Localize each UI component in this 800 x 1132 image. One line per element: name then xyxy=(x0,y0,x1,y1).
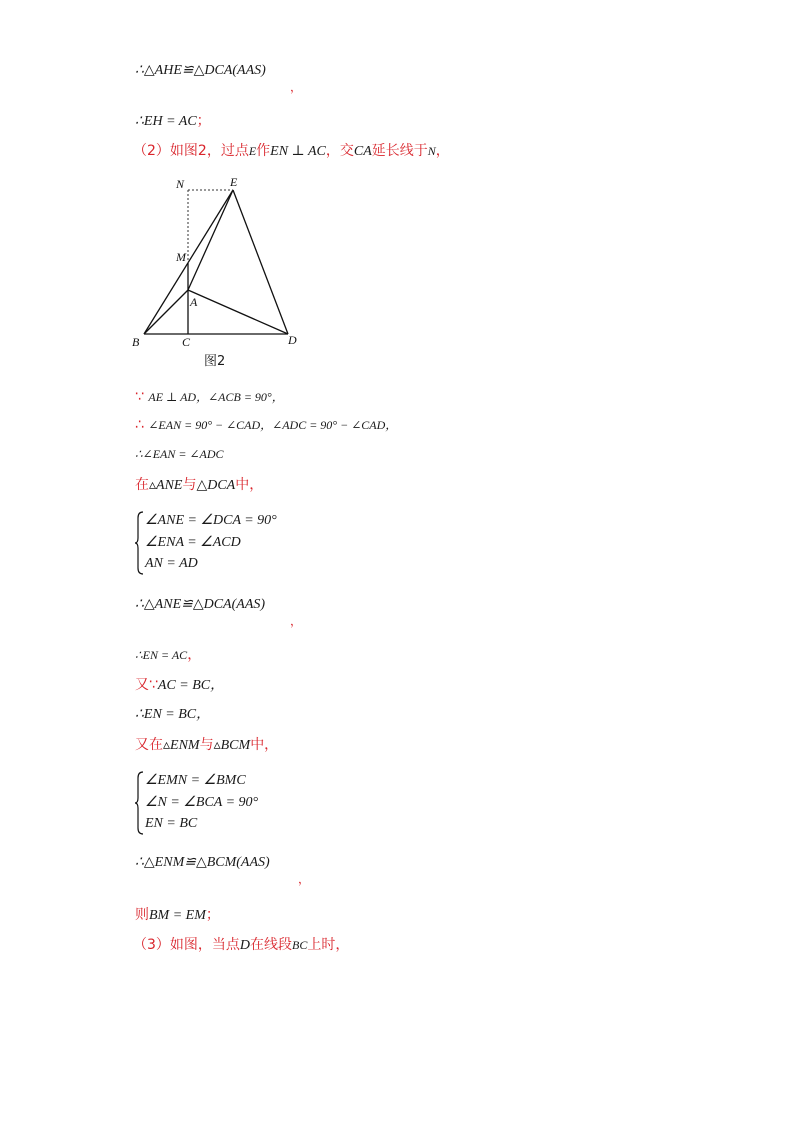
ac-bc-text: AC = BC， xyxy=(157,678,225,693)
system-2-row: ∠EMN = ∠BMC xyxy=(145,773,246,788)
eh-equals-ac: ∴EH = AC xyxy=(135,114,197,129)
label-c: C xyxy=(182,335,191,348)
text-yu: 与 xyxy=(199,737,214,753)
en-ac-text: ∴EN = AC xyxy=(135,648,188,662)
part-2-text: （2）如图2，过点 xyxy=(133,143,249,159)
comma-mark: ， xyxy=(298,872,311,886)
triangle-dca: △DCA xyxy=(196,478,236,493)
semicolon: ； xyxy=(196,113,211,129)
segment-ed xyxy=(233,190,288,334)
geometry-figure xyxy=(128,168,308,348)
in-triangles-1 xyxy=(135,476,263,495)
point-e: E xyxy=(248,144,257,158)
congruence-statement-1: ∴△AHE≌△DCA(AAS) xyxy=(135,63,266,78)
semicolon: ； xyxy=(205,907,220,923)
segment-ca: CA xyxy=(353,144,372,159)
equation-system-2 xyxy=(135,770,335,836)
text-jiao: ，交 xyxy=(325,143,354,159)
because-symbol: ∵ xyxy=(135,389,144,405)
congruence-statement-3: ∴△ENM≌△BCM(AAS) xyxy=(135,855,270,870)
system-1-row: AN = AD xyxy=(145,556,198,571)
part-3-text: （3）如图，当点 xyxy=(133,937,240,953)
comma-mark: ， xyxy=(290,80,303,94)
label-n: N xyxy=(176,177,185,191)
ae-perp-ad: AE ⊥ AD，∠ACB = 90°， xyxy=(148,390,284,404)
text-on-segment: 在线段 xyxy=(250,937,293,953)
ac-equals-bc xyxy=(135,676,224,695)
angle-ean-adc: ∴∠EAN = ∠ADC xyxy=(135,447,224,461)
label-e: E xyxy=(230,175,238,189)
text-zhong: 中， xyxy=(235,477,264,493)
text-yu: 与 xyxy=(182,477,197,493)
label-m: M xyxy=(176,250,186,264)
system-1-row: ∠ANE = ∠DCA = 90° xyxy=(145,513,277,528)
part-3-intro xyxy=(133,936,349,955)
segment-ad xyxy=(188,290,288,334)
label-d: D xyxy=(288,333,297,347)
segment-bc: BC xyxy=(292,938,308,952)
left-brace-icon xyxy=(135,510,145,576)
text-you-zai: 又在 xyxy=(135,737,163,753)
comma: ， xyxy=(435,143,450,159)
en-perp-ac: EN ⊥ AC xyxy=(270,144,326,159)
en-equals-bc: ∴EN = BC， xyxy=(135,707,211,722)
triangle-bcm: ▵BCM xyxy=(213,738,251,753)
label-a: A xyxy=(190,295,198,309)
text-when: 上时， xyxy=(307,937,350,953)
comma: ， xyxy=(187,647,202,663)
segment-ea xyxy=(188,190,233,290)
left-brace-icon xyxy=(135,770,145,836)
text-ze: 则 xyxy=(135,907,149,923)
text-zai: 在 xyxy=(135,477,149,493)
system-1-row: ∠ENA = ∠ACD xyxy=(145,535,241,550)
point-d: D xyxy=(239,938,251,953)
system-2-row: ∠N = ∠BCA = 90° xyxy=(145,795,259,810)
conclusion-eh-ac xyxy=(135,112,211,131)
triangle-ane: ▵ANE xyxy=(149,478,183,493)
congruence-statement-2: ∴△ANE≌△DCA(AAS) xyxy=(135,597,266,612)
en-equals-ac xyxy=(135,646,201,664)
angle-relations xyxy=(135,416,397,434)
segment-ba xyxy=(144,290,188,334)
point-n: N xyxy=(427,144,436,158)
angle-equations: ∠EAN = 90° − ∠CAD，∠ADC = 90° − ∠CAD， xyxy=(148,418,398,432)
system-2-row: EN = BC xyxy=(145,816,198,831)
comma-mark: ， xyxy=(290,614,303,628)
text-zhong: 中， xyxy=(250,737,279,753)
bm-equals-em xyxy=(135,906,220,925)
text-extension: 延长线于 xyxy=(371,143,428,159)
label-b: B xyxy=(132,335,140,348)
text-zuo: 作 xyxy=(256,143,271,159)
therefore-symbol: ∴ xyxy=(135,417,144,433)
equation-system-1 xyxy=(135,510,335,576)
part-2-intro xyxy=(133,142,450,161)
given-statement xyxy=(135,388,284,406)
bm-em-text: BM = EM xyxy=(149,908,206,923)
in-triangles-2 xyxy=(135,736,278,755)
text-you-because: 又∵ xyxy=(135,677,158,693)
triangle-enm: ▵ENM xyxy=(163,738,200,753)
figure-caption: 图2 xyxy=(204,354,226,369)
